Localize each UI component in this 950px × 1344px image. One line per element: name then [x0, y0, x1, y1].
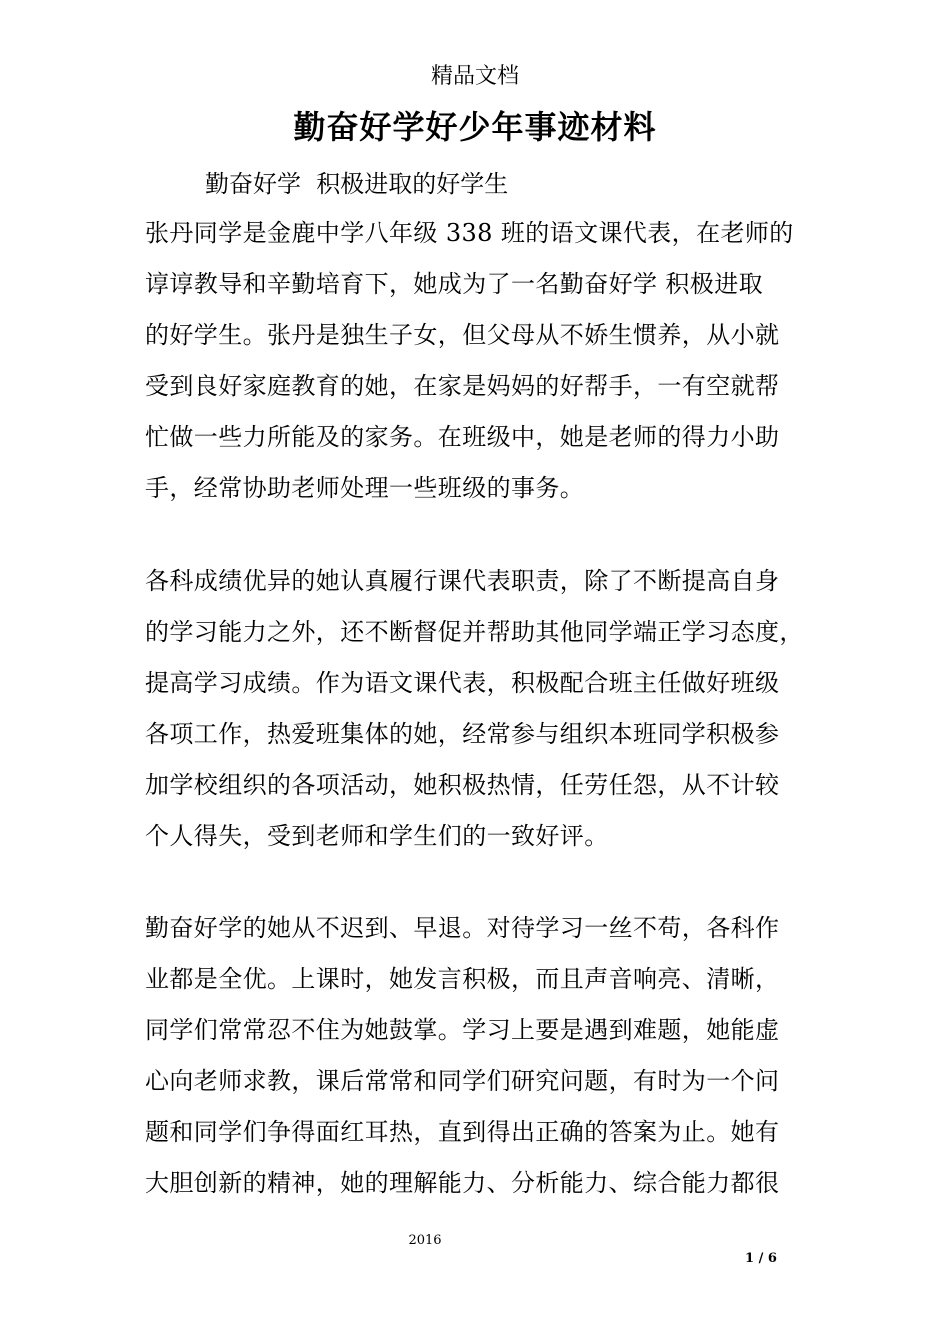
page-indicator: 1 / 6: [745, 1251, 777, 1266]
document-title: 勤奋好学好少年事迹材料: [293, 108, 657, 146]
paragraph-1: [145, 208, 825, 514]
paragraph-2: [145, 556, 825, 862]
paragraph-line: 手，经常协助老师处理一些班级的事务。: [145, 474, 585, 502]
paragraph-line: 张丹同学是金鹿中学八年级 338 班的语文课代表，在老师的: [145, 219, 794, 247]
paragraph-line: 各科成绩优异的她认真履行课代表职责，除了不断提高自身: [145, 567, 780, 595]
paragraph-line: 勤奋好学的她从不迟到、早退。对待学习一丝不苟，各科作: [145, 914, 780, 942]
paragraph-line: 加学校组织的各项活动，她积极热情，任劳任怨，从不计较: [145, 771, 780, 799]
document-subtitle: 勤奋好学 积极进取的好学生: [205, 170, 509, 198]
paragraph-line: 的好学生。张丹是独生子女，但父母从不娇生惯养，从小就: [145, 321, 780, 349]
header-label: 精品文档: [430, 64, 519, 89]
paragraph-line: 谆谆教导和辛勤培育下，她成为了一名勤奋好学 积极进取: [145, 270, 764, 298]
paragraph-line: 提高学习成绩。作为语文课代表，积极配合班主任做好班级: [145, 669, 780, 697]
paragraph-line: 同学们常常忍不住为她鼓掌。学习上要是遇到难题，她能虚: [145, 1016, 780, 1044]
paragraph-line: 受到良好家庭教育的她，在家是妈妈的好帮手，一有空就帮: [145, 372, 780, 400]
paragraph-line: 题和同学们争得面红耳热，直到得出正确的答案为止。她有: [145, 1118, 780, 1146]
paragraph-line: 业都是全优。上课时，她发言积极，而且声音响亮、清晰，: [145, 965, 780, 993]
paragraph-line: 大胆创新的精神，她的理解能力、分析能力、综合能力都很: [145, 1169, 780, 1197]
paragraph-3: [145, 903, 825, 1209]
paragraph-line: 心向老师求教，课后常常和同学们研究问题，有时为一个问: [145, 1067, 780, 1095]
paragraph-line: 忙做一些力所能及的家务。在班级中，她是老师的得力小助: [145, 423, 780, 451]
paragraph-line: 各项工作，热爱班集体的她，经常参与组织本班同学积极参: [145, 720, 780, 748]
footer-year: 2016: [408, 1233, 442, 1248]
paragraph-line: 的学习能力之外，还不断督促并帮助其他同学端正学习态度，: [145, 618, 804, 646]
paragraph-line: 个人得失，受到老师和学生们的一致好评。: [145, 822, 609, 850]
